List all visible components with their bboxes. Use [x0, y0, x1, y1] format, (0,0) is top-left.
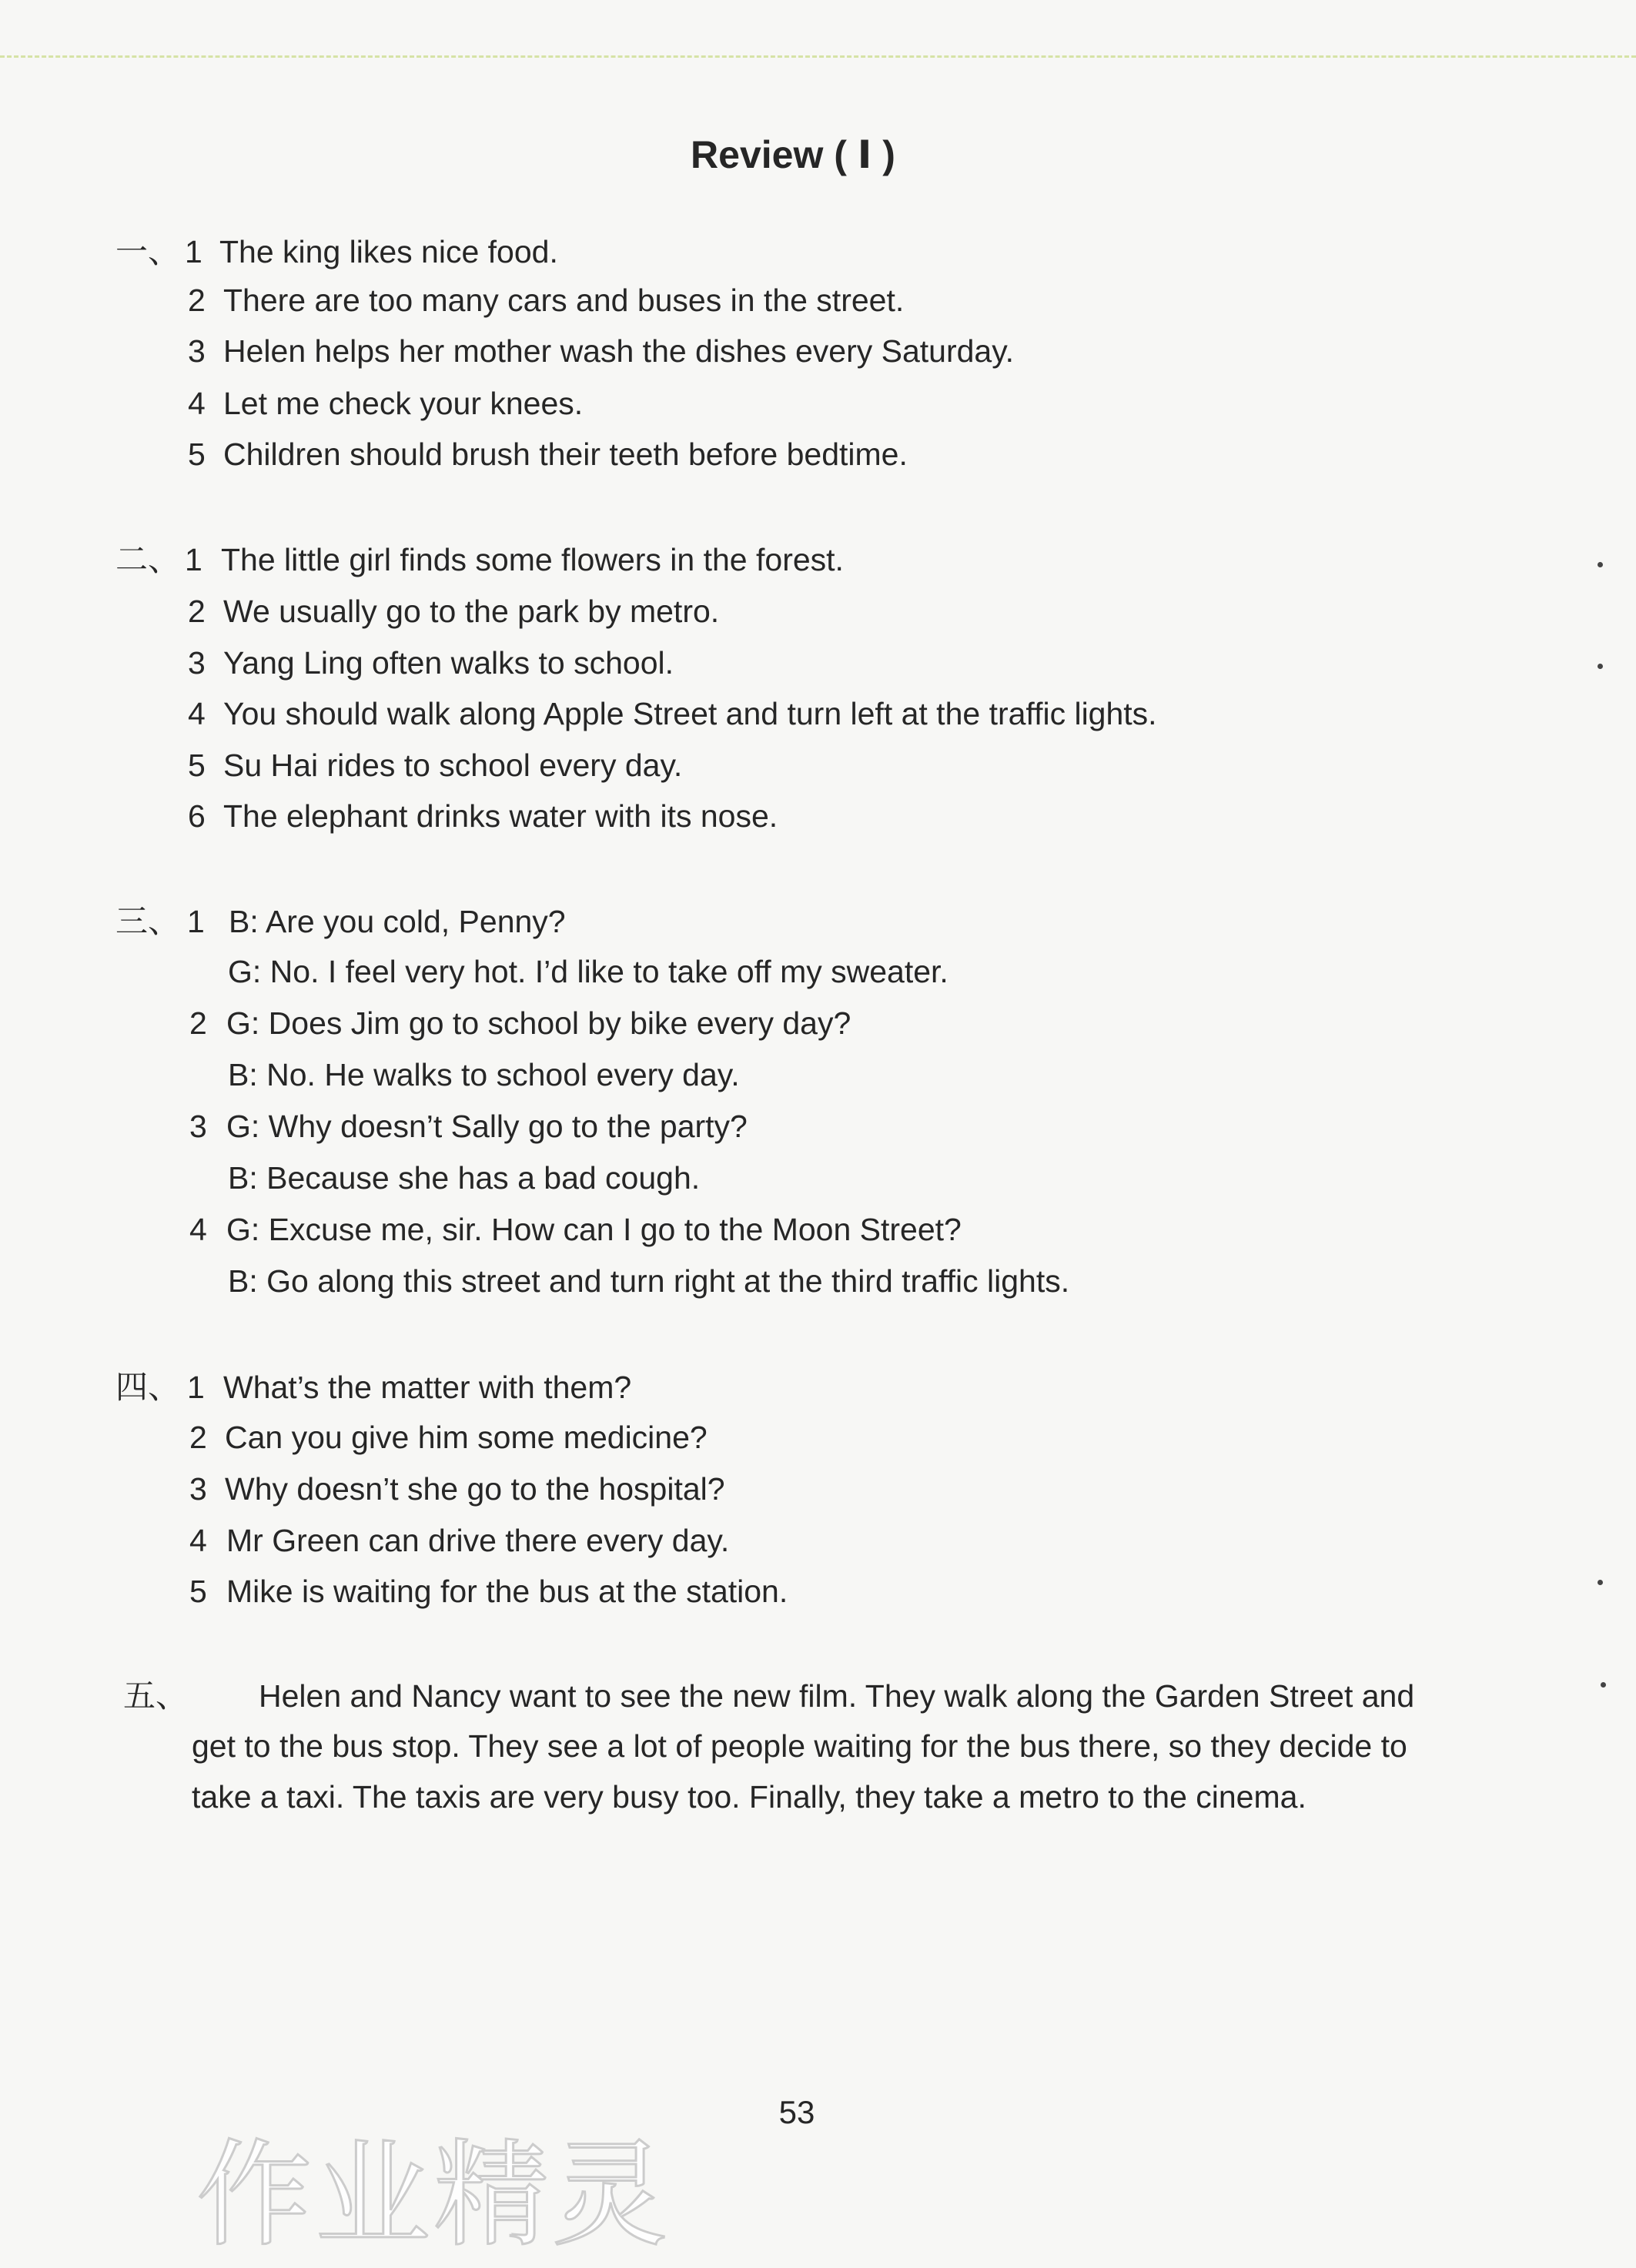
item-number: 5 — [189, 1574, 207, 1609]
dialog-line: G: Why doesn’t Sally go to the party? — [226, 1109, 748, 1144]
item-number: 5 — [188, 437, 206, 472]
dialog-line: G: Excuse me, sir. How can I go to the Moon Street? — [226, 1212, 962, 1247]
answer-line: The king likes nice food. — [219, 234, 558, 269]
item-number: 3 — [188, 645, 206, 681]
item-number: 1 — [185, 234, 202, 269]
section-marker-4: 四、 — [115, 1369, 181, 1405]
item-number: 4 — [188, 696, 206, 731]
answer-line: Su Hai rides to school every day. — [223, 748, 683, 783]
item-number: 4 — [188, 386, 206, 421]
item-number: 6 — [188, 798, 206, 834]
item-number: 5 — [188, 748, 206, 783]
margin-speck — [1598, 562, 1603, 567]
dialog-line: B: No. He walks to school every day. — [228, 1057, 740, 1092]
item-number: 3 — [188, 333, 206, 369]
answer-line: Children should brush their teeth before bedtime. — [223, 437, 908, 472]
item-number: 4 — [189, 1523, 207, 1558]
answer-line: You should walk along Apple Street and turn left at the traffic lights. — [223, 696, 1157, 731]
section-marker-3: 三、 — [115, 903, 181, 939]
item-number: 4 — [189, 1212, 207, 1247]
paragraph-line: Helen and Nancy want to see the new film. They walk along the Garden Street and — [259, 1678, 1415, 1714]
margin-speck — [1598, 1580, 1603, 1585]
answer-line: Why doesn’t she go to the hospital? — [225, 1471, 725, 1507]
page-number: 53 — [778, 2094, 815, 2130]
answer-line: Mr Green can drive there every day. — [226, 1523, 730, 1558]
item-number: 2 — [189, 1420, 207, 1455]
answer-line: Mike is waiting for the bus at the station. — [226, 1574, 788, 1609]
answer-line: The elephant drinks water with its nose. — [223, 798, 778, 834]
answer-line: We usually go to the park by metro. — [223, 594, 720, 629]
answer-line: Yang Ling often walks to school. — [223, 645, 674, 681]
answer-line: Let me check your knees. — [223, 386, 584, 421]
margin-speck — [1598, 664, 1603, 669]
section-marker-1: 一、 — [115, 233, 181, 269]
paragraph-line: take a taxi. The taxis are very busy too. Finally, they take a metro to the cinema. — [192, 1779, 1306, 1815]
dialog-line: G: Does Jim go to school by bike every day? — [226, 1005, 851, 1041]
dialog-line: G: No. I feel very hot. I’d like to take off my sweater. — [228, 954, 948, 989]
item-number: 3 — [189, 1109, 207, 1144]
answer-line: The little girl finds some flowers in the forest. — [221, 542, 844, 577]
item-number: 1 — [185, 542, 202, 577]
dialog-line: B: Because she has a bad cough. — [228, 1160, 701, 1196]
item-number: 1 — [187, 1370, 205, 1405]
answer-line: There are too many cars and buses in the street. — [223, 283, 905, 318]
dialog-line: B: Are you cold, Penny? — [229, 904, 566, 939]
item-number: 2 — [188, 283, 206, 318]
item-number: 2 — [188, 594, 206, 629]
answer-line: Helen helps her mother wash the dishes every Saturday. — [223, 333, 1015, 369]
answer-line: What’s the matter with them? — [223, 1370, 632, 1405]
dialog-line: B: Go along this street and turn right at the third traffic lights. — [228, 1263, 1070, 1299]
top-divider — [0, 55, 1636, 58]
page-title: Review ( Ⅰ ) — [691, 133, 895, 176]
answer-line: Can you give him some medicine? — [225, 1420, 708, 1455]
watermark-logo: 作业精灵 — [196, 2129, 671, 2263]
item-number: 3 — [189, 1471, 207, 1507]
item-number: 1 — [187, 904, 205, 939]
item-number: 2 — [189, 1005, 207, 1041]
section-marker-2: 二、 — [115, 541, 181, 577]
section-marker-5: 五、 — [123, 1678, 189, 1714]
margin-speck — [1601, 1682, 1606, 1688]
paragraph-line: get to the bus stop. They see a lot of people waiting for the bus there, so they decide to — [192, 1728, 1407, 1764]
